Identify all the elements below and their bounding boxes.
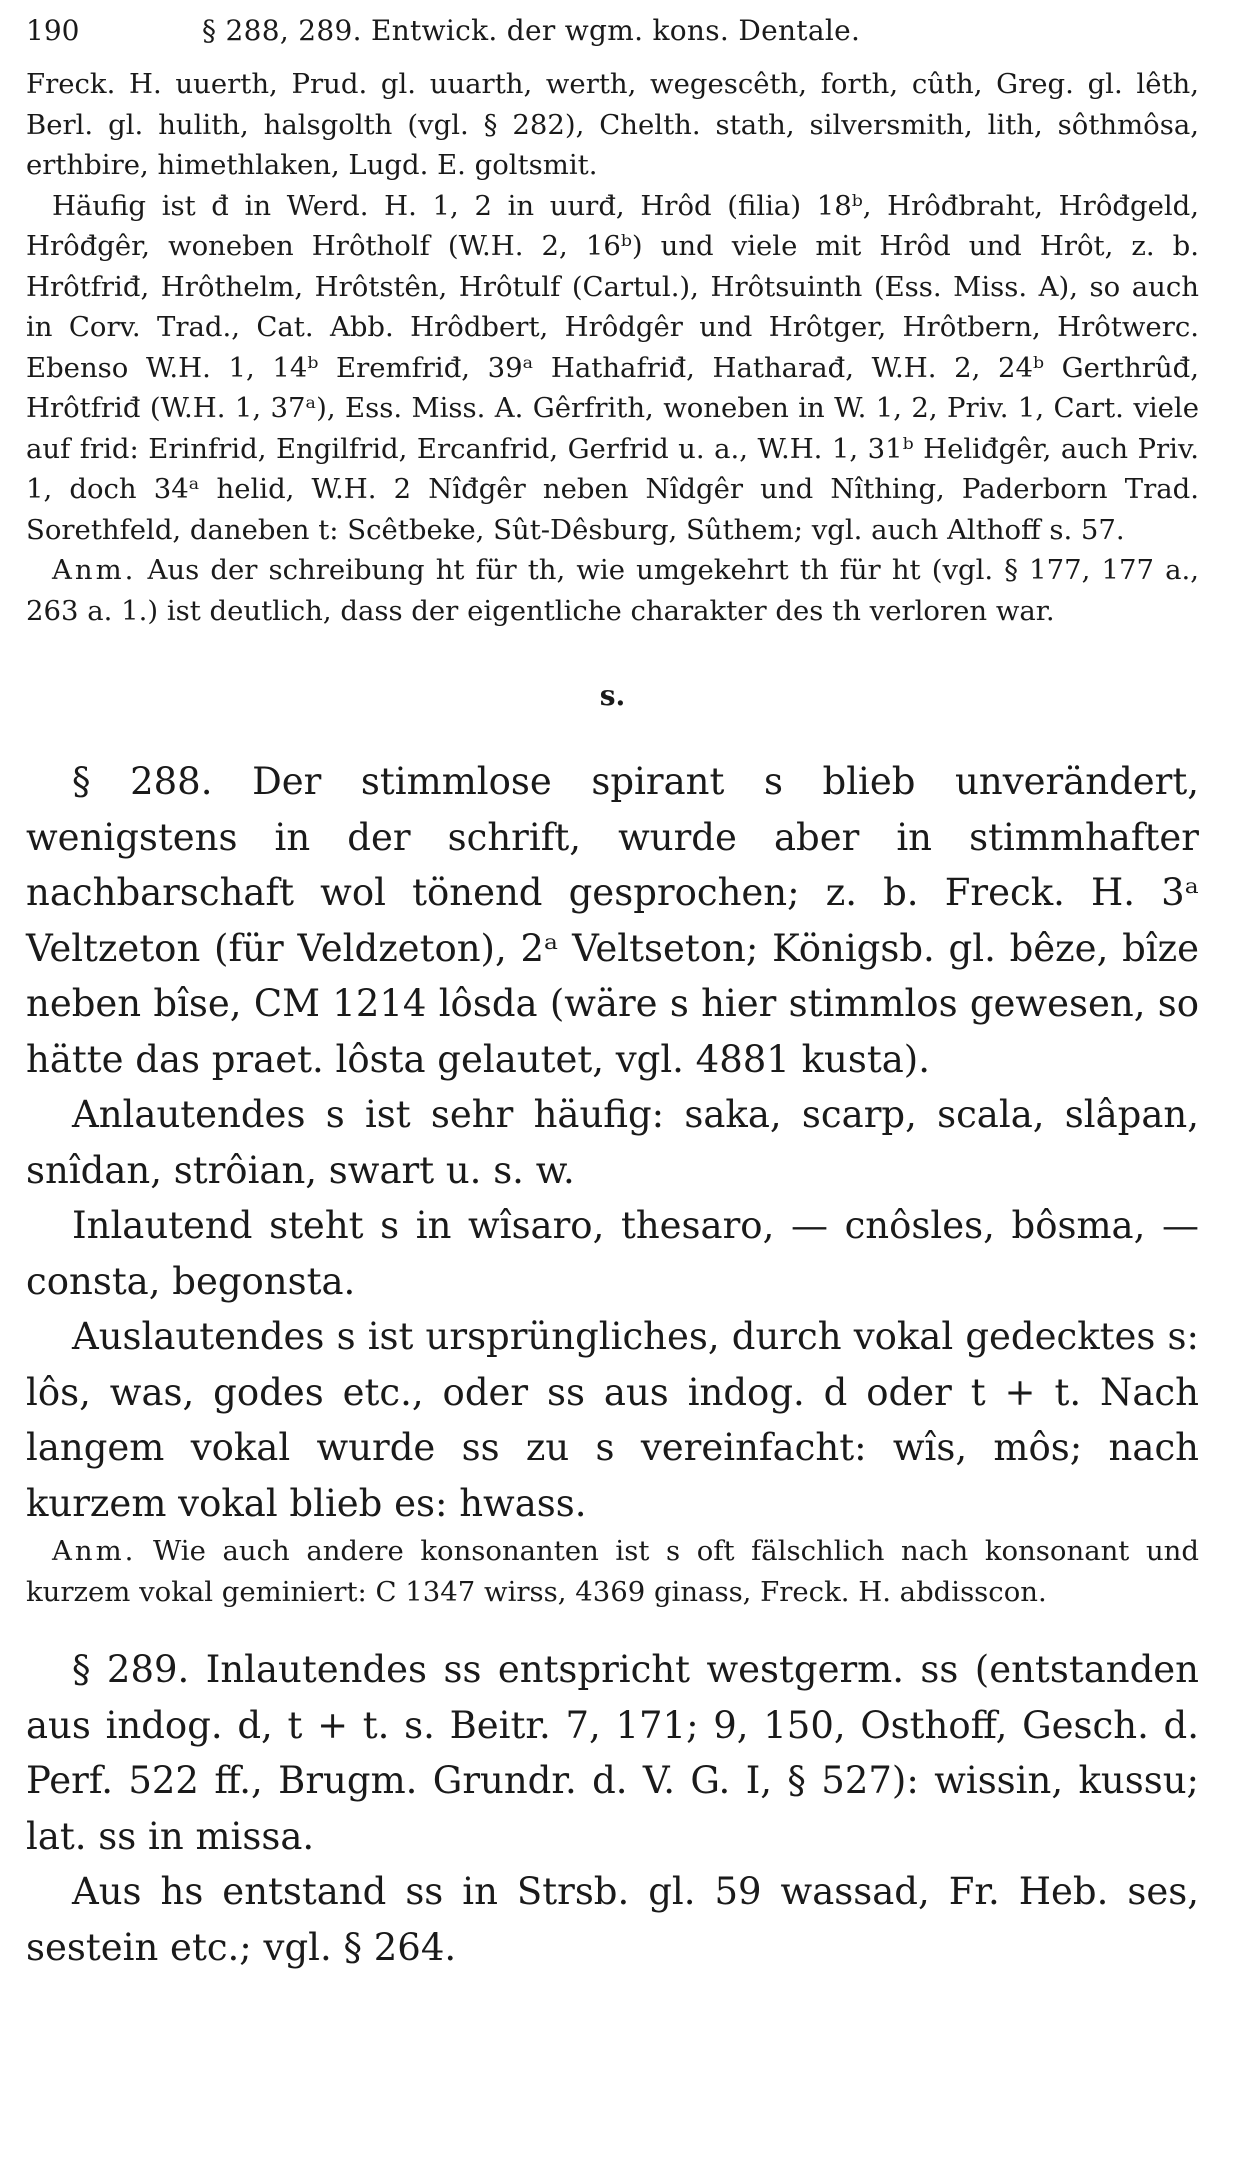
running-title: § 288, 289. Entwick. der wgm. kons. Dentale. (202, 14, 861, 47)
paragraph-288-inlaut: Inlautend steht s in wîsaro, thesaro, — cnôsles, bôsma, — consta, begonsta. (26, 1204, 1199, 1303)
page-number: 190 (26, 14, 80, 47)
paragraph-289-hs: Aus hs entstand ss in Strsb. gl. 59 wassad, Fr. Heb. ses, sestein etc.; vgl. § 264. (26, 1870, 1199, 1969)
note-text: Aus der schreibung ht für th, wie umgekehrt th für ht (vgl. § 177, 177 a., 263 a. 1.) ist deutlich, dass der eigentliche charakter des th verloren war. (26, 554, 1199, 627)
note-th (26, 550, 1199, 631)
paragraph-d-examples: Häufig ist đ in Werd. H. 1, 2 in uurđ, Hrôd (filia) 18ᵇ, Hrôđbraht, Hrôđgeld, Hrôđgêr, woneben Hrôtholf (W.H. 2, 16ᵇ) und viele mit Hrôd und Hrôt, z. b. Hrôtfriđ, Hrôthelm, Hrôtstên, Hrôtulf (Cartul.), Hrôtsuinth (Ess. Miss. A), so auch in Corv. Trad., Cat. Abb. Hrôdbert, Hrôdgêr und Hrôtger, Hrôtbern, Hrôtwerc. Ebenso W.H. 1, 14ᵇ Eremfriđ, 39ᵃ Hathafriđ, Hatharađ, W.H. 2, 24ᵇ Gerthrûđ, Hrôtfriđ (W.H. 1, 37ᵃ), Ess. Miss. A. Gêrfrith, woneben in W. 1, 2, Priv. 1, Cart. viele auf frid: Erinfrid, Engilfrid, Ercanfrid, Gerfrid u. a., W.H. 1, 31ᵇ Heliđgêr, auch Priv. 1, doch 34ᵃ helid, W.H. 2 Nîđgêr neben Nîdgêr und Nîthing, Paderborn Trad. Sorethfeld, daneben t: Scêtbeke, Sût-Dêsburg, Sûthem; vgl. auch Althoff s. 57. (26, 189, 1199, 546)
note-288 (26, 1531, 1199, 1612)
note-text: Wie auch andere konsonanten ist s oft fälschlich nach konsonant und kurzem vokal geminiert: C 1347 wirss, 4369 ginass, Freck. H. abdisscon. (26, 1535, 1199, 1608)
paragraph-288-auslaut: Auslautendes s ist ursprüngliches, durch vokal gedecktes s: lôs, was, godes etc., oder ss aus indog. d oder t + t. Nach langem vokal wurde ss zu s vereinfacht: wîs, môs; nach kurzem vokal blieb es: hwass. (26, 1315, 1199, 1525)
paragraph-289-intro: § 289. Inlautendes ss entspricht westgerm. ss (entstanden aus indog. d, t + t. s. Beitr. 7, 171; 9, 150, Osthoff, Gesch. d. Perf. 522 ff., Brugm. Grundr. d. V. G. I, § 527): wissin, kussu; lat. ss in missa. (26, 1648, 1199, 1858)
note-label: Anm. (52, 1535, 137, 1567)
page-header (26, 6, 1199, 56)
paragraph-288-anlaut: Anlautendes s ist sehr häufig: saka, scarp, scala, slâpan, snîdan, strôian, swart u. s. w. (26, 1093, 1199, 1192)
note-label: Anm. (52, 554, 137, 586)
section-heading-s: s. (599, 679, 626, 712)
paragraph-288-intro: § 288. Der stimmlose spirant s blieb unverändert, wenigstens in der schrift, wurde aber in stimmhafter nachbarschaft wol tönend gesprochen; z. b. Freck. H. 3ᵃ Veltzeton (für Veldzeton), 2ᵃ Veltseton; Königsb. gl. bêze, bîze neben bîse, CM 1214 lôsda (wäre s hier stimmlos gewesen, so hätte das praet. lôsta gelautet, vgl. 4881 kusta). (26, 760, 1199, 1081)
paragraph-th-examples: Freck. H. uuerth, Prud. gl. uuarth, werth, wegescêth, forth, cûth, Greg. gl. lêth, Berl. gl. hulith, halsgolth (vgl. § 282), Chelth. stath, silversmith, lith, sôthmôsa, erthbire, himethlaken, Lugd. E. goltsmit. (26, 68, 1199, 181)
